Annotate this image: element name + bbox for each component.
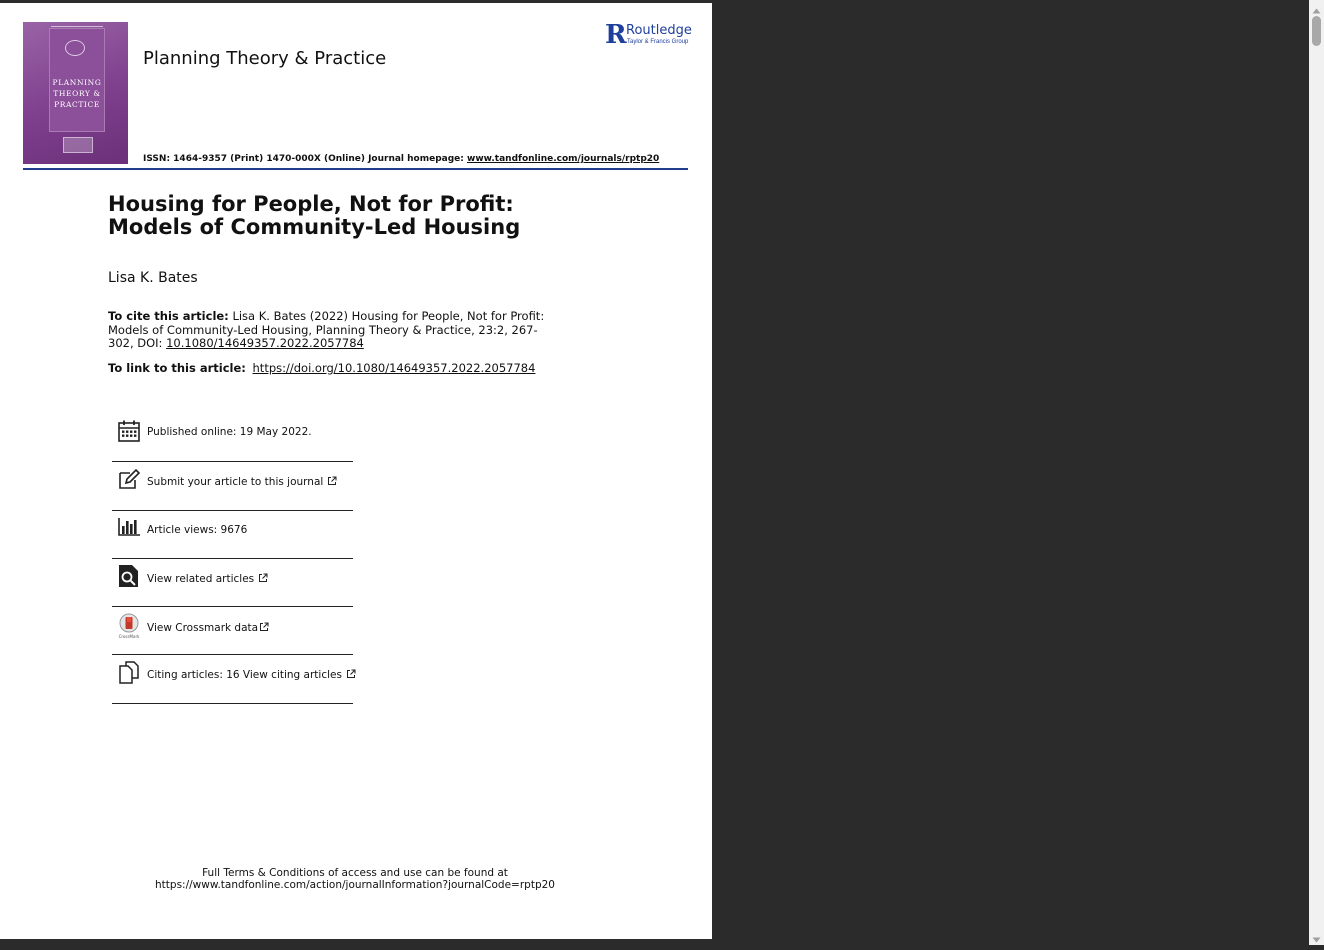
article-title: Housing for People, Not for Profit: Models of Community-Led Housing (108, 192, 521, 239)
submit-article-row[interactable] (112, 468, 353, 516)
row-divider (112, 558, 353, 559)
external-link-icon (258, 573, 268, 586)
scroll-down-arrow-icon[interactable] (1311, 932, 1322, 942)
link-label: To link to this article: (108, 361, 246, 375)
journal-homepage-link[interactable]: www.tandfonline.com/journals/rptp20 (467, 154, 660, 164)
doi-link[interactable]: https://doi.org/10.1080/14649357.2022.2057784 (252, 361, 536, 375)
article-views-row (112, 515, 353, 563)
related-articles-row[interactable] (112, 564, 353, 612)
citing-articles-row[interactable] (112, 660, 353, 708)
row-divider (112, 510, 353, 511)
external-link-icon (327, 476, 337, 489)
row-divider (112, 703, 353, 704)
row-divider (112, 461, 353, 462)
article-link-block (108, 361, 535, 375)
submit-article-link[interactable] (147, 476, 337, 489)
footer-line-1: Full Terms & Conditions of access and use can be found at (202, 867, 508, 879)
calendar-icon (117, 419, 141, 443)
issn-line (143, 154, 659, 164)
article-views-count: Article views: 9676 (147, 524, 248, 536)
external-link-icon (259, 622, 269, 635)
scrollbar-thumb[interactable] (1312, 16, 1321, 46)
journal-title: Planning Theory & Practice (143, 48, 387, 69)
vertical-scrollbar[interactable] (1309, 0, 1324, 945)
crossmark-label: View Crossmark data (147, 622, 259, 634)
submit-article-label: Submit your article to this journal (147, 476, 324, 488)
header-divider (23, 168, 688, 170)
view-citing-articles-link[interactable] (147, 669, 356, 682)
related-articles-label: View related articles (147, 573, 255, 585)
scroll-up-arrow-icon[interactable] (1311, 3, 1322, 13)
article-author: Lisa K. Bates (108, 270, 198, 286)
view-crossmark-link[interactable] (147, 622, 269, 635)
cite-label: To cite this article: (108, 309, 229, 323)
external-link-icon (346, 669, 356, 682)
row-divider (112, 606, 353, 607)
edit-icon (117, 468, 141, 492)
cite-text: Lisa K. Bates (2022) Housing for People, Not for Profit: Models of Community-Led Housing, Planning Theory & Practice, 23:2, 267-302, DOI: (108, 309, 545, 350)
view-related-articles-link[interactable] (147, 573, 268, 586)
cover-title-line: PRACTICE (54, 100, 100, 109)
cover-title (50, 77, 104, 110)
published-row (112, 419, 353, 467)
footer-terms-link[interactable]: https://www.tandfonline.com/action/journalInformation?journalCode=rptp20 (155, 879, 555, 891)
issn-text: ISSN: 1464-9357 (Print) 1470-000X (Online) Journal homepage: (143, 154, 468, 164)
cover-title-line: PLANNING (52, 78, 102, 87)
citation-block (108, 310, 548, 351)
pdf-page (0, 3, 712, 939)
search-document-icon (117, 564, 141, 588)
cite-doi-link[interactable]: 10.1080/14649357.2022.2057784 (166, 336, 364, 350)
svg-text:CrossMark: CrossMark (118, 634, 140, 639)
publisher-name: Routledge (626, 23, 692, 38)
cover-title-line: THEORY & (53, 89, 101, 98)
citing-articles-label: Citing articles: 16 View citing articles (147, 669, 342, 681)
routledge-logo-icon: R (605, 20, 627, 50)
publisher-subtitle: Taylor & Francis Group (627, 39, 689, 45)
cover-publisher-logo (63, 137, 93, 153)
journal-cover-image (23, 22, 128, 164)
published-date: Published online: 19 May 2022. (147, 426, 312, 438)
terms-footer (130, 867, 580, 891)
documents-icon (117, 660, 141, 684)
crossmark-icon (117, 613, 141, 637)
publisher-logo (605, 21, 695, 49)
bar-chart-icon (117, 515, 141, 539)
cover-emblem (65, 40, 85, 56)
cover-rule (51, 26, 103, 27)
row-divider (112, 654, 353, 655)
